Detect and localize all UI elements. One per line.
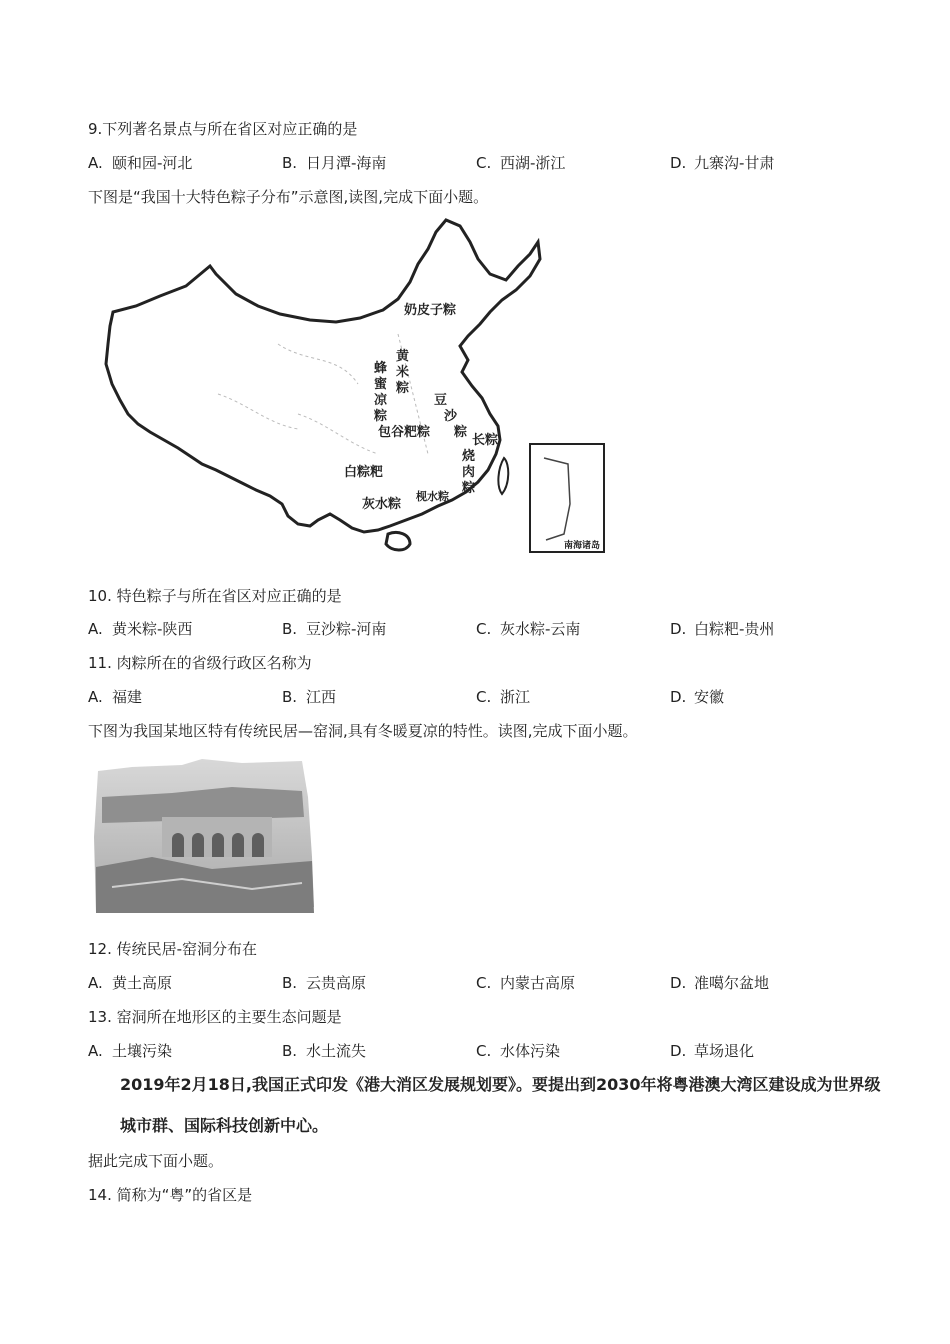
map-intro: 下图是“我国十大特色粽子分布”示意图,读图,完成下面小题。	[88, 188, 489, 206]
q11-stem: 11. 肉粽所在的省级行政区名称为	[88, 654, 312, 672]
label-jianshui-zong: 枧水粽	[416, 490, 449, 503]
q13-option-b[interactable]: B. 水土流失	[282, 1042, 367, 1060]
q10-option-b[interactable]: B. 豆沙粽-河南	[282, 620, 387, 638]
svg-text:凉: 凉	[374, 393, 388, 408]
q9-option-d[interactable]: D. 九寨沟-甘肃	[670, 154, 775, 172]
label-chang-zong: 长粽	[472, 433, 499, 448]
svg-text:粽: 粽	[462, 481, 476, 496]
label-huangmi-zong: 黄	[396, 349, 410, 364]
q12-option-b[interactable]: B. 云贵高原	[282, 974, 367, 992]
china-map-outline	[98, 214, 618, 559]
bay-paragraph: 2019年2月18日,我国正式印发《港大消区发展规划要》。要提出到2030年将粤港澳大湾区建设成为世界级城市群、国际科技创新中心。	[120, 1075, 881, 1135]
q13-option-d[interactable]: D. 草场退化	[670, 1042, 755, 1060]
label-naipi-zong: 奶皮子粽	[404, 303, 457, 318]
zongzi-map	[98, 214, 618, 559]
svg-text:肉: 肉	[462, 465, 476, 480]
svg-text:粽: 粽	[374, 409, 388, 424]
label-baogu-zong: 包谷粑粽	[378, 425, 431, 440]
cave-dwelling-photo	[92, 757, 316, 915]
svg-text:蜜: 蜜	[374, 377, 388, 392]
label-shaorou-zong: 烧	[462, 449, 476, 464]
q10-stem: 10. 特色粽子与所在省区对应正确的是	[88, 587, 342, 605]
q13-option-c[interactable]: C. 水体污染	[476, 1042, 561, 1060]
q10-option-a[interactable]: A. 黄米粽-陕西	[88, 620, 193, 638]
q12-option-a[interactable]: A. 黄土高原	[88, 974, 173, 992]
q9-option-c[interactable]: C. 西湖-浙江	[476, 154, 566, 172]
q13-option-a[interactable]: A. 土壤污染	[88, 1042, 173, 1060]
q13-stem: 13. 窑洞所在地形区的主要生态问题是	[88, 1008, 342, 1026]
svg-text:沙: 沙	[444, 409, 458, 424]
label-nanhai: 南海诸岛	[564, 541, 601, 551]
svg-text:粽: 粽	[396, 381, 410, 396]
cave-intro: 下图为我国某地区特有传统民居—窑洞,具有冬暖夏凉的特性。读图,完成下面小题。	[88, 722, 638, 740]
q12-option-c[interactable]: C. 内蒙古高原	[476, 974, 576, 992]
q11-option-b[interactable]: B. 江西	[282, 688, 337, 706]
label-huishui-zong: 灰水粽	[362, 497, 402, 512]
q12-stem: 12. 传统民居-窑洞分布在	[88, 940, 258, 958]
q11-option-c[interactable]: C. 浙江	[476, 688, 531, 706]
q11-option-a[interactable]: A. 福建	[88, 688, 143, 706]
zongzi-labels	[344, 302, 600, 551]
q11-option-d[interactable]: D. 安徽	[670, 688, 725, 706]
q10-option-d[interactable]: D. 白粽粑-贵州	[670, 620, 775, 638]
q10-option-c[interactable]: C. 灰水粽-云南	[476, 620, 581, 638]
q12-option-d[interactable]: D. 准噶尔盆地	[670, 974, 770, 992]
svg-text:米: 米	[396, 365, 410, 380]
bay-intro: 据此完成下面小题。	[88, 1152, 224, 1170]
svg-text:粽: 粽	[454, 425, 468, 440]
q9-option-b[interactable]: B. 日月潭-海南	[282, 154, 387, 172]
q14-stem: 14. 简称为“粤”的省区是	[88, 1186, 253, 1204]
q9-stem: 9.下列著名景点与所在省区对应正确的是	[88, 120, 358, 138]
label-bai-zong: 白粽粑	[344, 465, 384, 480]
label-dousha-zong: 豆	[434, 393, 448, 408]
label-fengmi-zong: 蜂	[374, 361, 388, 376]
south-china-sea-inset	[530, 444, 604, 552]
q9-option-a[interactable]: A. 颐和园-河北	[88, 154, 193, 172]
